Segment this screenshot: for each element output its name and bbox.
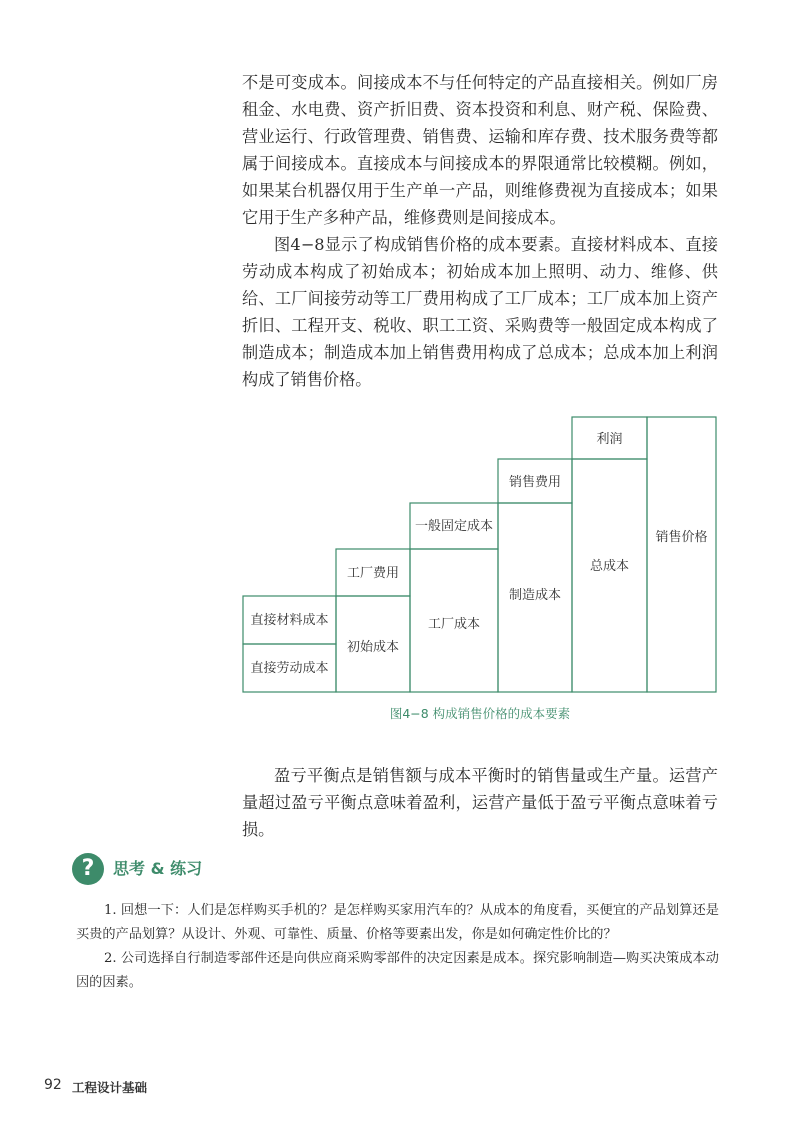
box-selling-price bbox=[647, 417, 716, 692]
label-selling-expense: 销售费用 bbox=[508, 475, 562, 490]
body-paragraph-break-even: 盈亏平衡点是销售额与成本平衡时的销售量或生产量。运营产量超过盈亏平衡点意味着盈利，运营产量低于盈亏平衡点意味着亏损。 bbox=[242, 766, 718, 839]
label-selling-price: 销售价格 bbox=[655, 530, 708, 545]
box-manufacturing-cost bbox=[498, 503, 572, 692]
label-initial-cost: 初始成本 bbox=[346, 640, 400, 655]
box-direct-labor bbox=[243, 644, 336, 692]
box-general-fixed bbox=[410, 503, 498, 549]
box-initial-cost bbox=[336, 596, 410, 692]
box-selling-expense bbox=[498, 459, 572, 503]
body-paragraph-cost-elements: 图4−8显示了构成销售价格的成本要素。直接材料成本、直接劳动成本构成了初始成本；初始成本加上照明、动力、维修、供给、工厂间接劳动等工厂费用构成了工厂成本；工厂成本加上资产折旧、工程开支、税收、职工工资、采购费等一般固定成本构成了制造成本；制造成本加上销售费用构成了总成本；总成本加上利润构成了销售价格。 bbox=[242, 235, 718, 389]
box-factory-expense bbox=[336, 549, 410, 596]
label-manufacturing-cost: 制造成本 bbox=[508, 588, 562, 603]
exercise-item-2: 2. 公司选择自行制造零部件还是向供应商采购零部件的决定因素是成本。探究影响制造—购买决策成本动因的因素。 bbox=[76, 951, 719, 990]
box-profit bbox=[572, 417, 647, 459]
label-factory-expense: 工厂费用 bbox=[346, 566, 400, 581]
label-profit: 利润 bbox=[596, 432, 623, 447]
exercise-section-title: 思考 & 练习 bbox=[113, 859, 203, 878]
box-factory-cost bbox=[410, 549, 498, 692]
body-paragraph-indirect-cost: 不是可变成本。间接成本不与任何特定的产品直接相关。例如厂房租金、水电费、资产折旧费、资本投资和利息、财产税、保险费、营业运行、行政管理费、销售费、运输和库存费、技术服务费等都属于间接成本。直接成本与间接成本的界限通常比较模糊。例如，如果某台机器仅用于生产单一产品，则维修费视为直接成本；如果它用于生产多种产品，维修费则是间接成本。 bbox=[242, 73, 718, 227]
page-number: 92 bbox=[44, 1077, 62, 1093]
label-factory-cost: 工厂成本 bbox=[427, 617, 481, 632]
label-total-cost: 总成本 bbox=[589, 559, 630, 574]
label-direct-labor: 直接劳动成本 bbox=[250, 661, 329, 676]
figure-caption: 图4−8 构成销售价格的成本要素 bbox=[389, 706, 571, 721]
label-general-fixed: 一般固定成本 bbox=[414, 519, 494, 534]
book-title: 工程设计基础 bbox=[72, 1080, 148, 1095]
label-direct-material: 直接材料成本 bbox=[250, 613, 329, 628]
box-total-cost bbox=[572, 459, 647, 692]
question-icon: ? bbox=[72, 853, 104, 885]
box-direct-material bbox=[243, 596, 336, 644]
exercise-item-1: 1. 回想一下：人们是怎样购买手机的？是怎样购买家用汽车的？从成本的角度看，买便宜的产品划算还是买贵的产品划算？从设计、外观、可靠性、质量、价格等要素出发，你是如何确定性价比的？ bbox=[76, 903, 719, 942]
